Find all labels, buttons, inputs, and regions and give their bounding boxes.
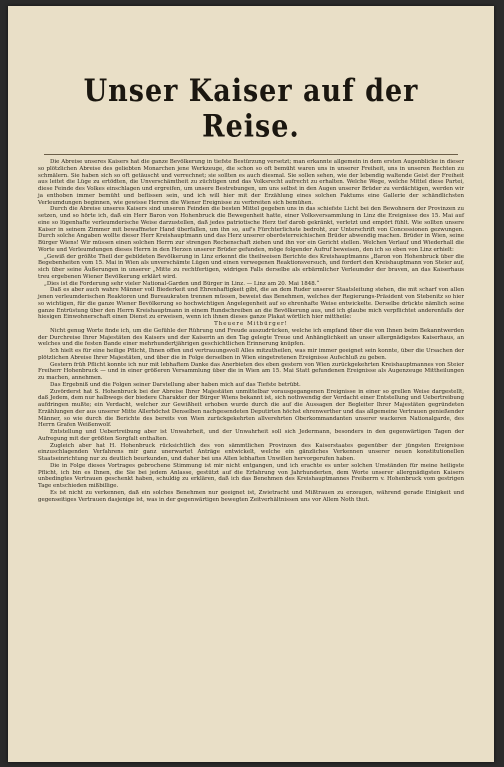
paragraph-report: Gestern früh Pflicht konnte ich nur mit lebhaftem Danke das Anerbieten des eben gestern von Wien zurückgekehrten Kreishauptmannes von Steier Freiherr Hohenbruck — und in einer größeren Versammlung über die in Wien am 15. Mai Statt gefundenen Ereignisse als Augenzeuge Mittheilungen zu machen, annehmen. bbox=[38, 361, 464, 381]
paragraph-president: Daß es aber auch wahre Männer voll Biederkeit und Ehrenhaftigkeit gibt, die an dem Ruder unserer Staatsleitung stehen, die mit scharf von allen jenen verleumderischen Reaktoren und Bureaukraten trennen müssen, beweist das Benehmen, welches der Regierungs-Präsident von Stebenitz so hier so wichtigen, für die ganze Wiener Bevölkerung so hochwichtigen Angelegenheit auf so ehrenhafte Weise entwickelte. Derselbe drückte nämlich seine ganze Entrüstung über den Herrn Kreishauptmann in einem Rundschreiben an die Bevölkerung aus, und ich glaube mich verpflichtet anderenfalls der hiesigen Einwohnerschaft einen Dienst zu erweisen, wenn ich ihnen dieses ganze Plakat wörtlich hier mittheile: bbox=[38, 287, 464, 321]
paragraph-proposals: Zugleich aber hat H. Hohenbruck rücksichtlich des von sämmtlichen Provinzen des Kaiserstaates gegenüber der jüngsten Ereignisse einzuschlagenden Verfahrens mir ganz unerwartet Anträge entwickelt, welche ein gänzliches Verkennen unserer neuen konstitutionellen Staatseinrichtung nur zu deutlich beurkunden, und daher bei uns Allen lebhaften Unwillen hervorgerufen haben. bbox=[38, 442, 464, 462]
linz-appeal-signature: „Dies ist die Forderung sehr vieler National-Garden und Bürger in Linz. — Linz am 20. Mai 1848.“ bbox=[44, 280, 320, 287]
paragraph-exaggeration: Zuvörderst hat S. Hohenbruck bei der Abreise Ihrer Majestäten unmittelbar vorausgegangenen Ereignisse in einer so grellen Weise dargestellt, daß Jedem, dem nur halbwegs der biedere Charakter der Bürger Wiens bekannt ist, sich nothwendig der Verdacht einer Entstellung und Uebertreibung aufdringen mußte; ein Verdacht, welcher zur Gewißheit erhoben wurde durch die auf die Aussagen der Begleiter Ihrer Majestäten gegründeten Erzählungen der aus unserer Mitte Allerhöchst Denselben nachgesendeten Deputirten höchst ehrenwerther und das allgemeine Vertrauen genießender Männer, so wie durch die Berichte des bereits von Wien zurückgekehrten allverehrten Oberkommandanten unserer wackeren Nationalgarde, des Herrn Grafen Weißenwolf. bbox=[38, 388, 464, 429]
paragraph-disapproval: Die in Folge dieses Vortrages gebrochene Stimmung ist mir nicht entgangen, und ich erachte es unter solchen Umständen für meine heiligste Pflicht, ich bin es Ihnen, die Sie bei jedem Anlasse, gestützt auf die Erfahrung von Jahrhunderten, dem Worte unserer allergnädigsten Kaisers unbedingtes Vertrauen geschenkt haben, schuldig zu erklären, daß ich das Benehmen des Kreishauptmannes Freiherrn v. Hohenbruck vom gestrigen Tage entschieden mißbillige. bbox=[38, 462, 464, 489]
paragraph-loyalty: Nicht genug Worte finde ich, um die Gefühle der Rührung und Freude auszudrücken, welche ich empfand über die von Ihnen beim Bekanntwerden der Durchreise Ihrer Majestäten des Kaisers und der Kaiserin an den Tag gelegte Treue und Anhänglichkeit an unser allergnädigstes Kaiserhaus, an welches und die festen Bande einer mehrhundertjährigen geschichtlichen Erinnerung knüpfen. bbox=[38, 327, 464, 348]
paragraph-intro: Die Abreise unseres Kaisers hat die ganze Bevölkerung in tiefste Bestürzung versetzt; man erkannte allgemein in dem ersten Augenblicke in dieser so plötzlichen Abreise des geliebten Monarchen jene Werkzeuge, die schon so oft bemüht waren uns in unserer Freiheit, uns in unseren Rechten zu schmälern. Sie haben sich so oft getäuscht und verrechnet; sie sollten es auch diesmal. Sie sollen sehen, wie der lebendig waltende Geist der Freiheit aus leitet die Lüge zu ertödten, die Unverschämtheit zu züchtigen und das Volksrecht aufrecht zu erhalten. Welche Wege, welche Mittel diese Partei, diese Feinde des Volkes einschlagen und ergreifen, um unsere Bestrebungen, um uns selbst in den Augen unserer Brüder zu verdächtigen, werden wir ja enthoben immer bemüht und beflissen sein, und ich will hier mit der Erzählung eines solchen Faktums eine Gallerie der schändlichsten Verleumdungen beginnen, wie gewisse Herren die Wiener Ereignisse zu verbreiten sich bemühen. bbox=[38, 159, 464, 206]
title-divider bbox=[44, 154, 458, 155]
paragraph-untruth: Entstellung und Uebertreibung aber ist Unwahrheit, und der Unwahrheit soll sich Jedermann, besonders in den gegenwärtigen Tagen der Aufregung mit der größten Sorgfalt enthalten. bbox=[38, 429, 464, 442]
paragraph-hohenbruck: Durch die Abreise unseres Kaisers sind unseren Feinden die besten Mittel gegeben uns in das schiefste Licht bei den Bewohnern der Provinzen zu setzen, und so hörte ich, daß ein Herr Baron von Hohenbruck die Bewegenheit hatte, einer Volksversammlung in Linz die Ereignisse des 15. Mai auf eine so lügenhafte verleumderische Weise darzustellen, daß jedes patriotische Herz tief darob gekränkt, verletzt und empört fühlt. Wie sollten unsere Kaiser in seinem Zimmer mit bewaffneter Hand überfallen, um ihn so, auf's Fürchterlichste bedroht, zur Unterschrift von Concessionen gezwungen. Durch solche Angaben wollte dieser Herr Kreishauptmann und das Herz unserer oberösterreichischen Brüder abwendig machen. Brüder in Wien, seine Bürger Wiens! Wir müssen einen solchen Herrn zur strengen Rechenschaft ziehen und ihn vor ein Gericht stellen. Welchen Verlauf und Wiederhall die Worte und Verleumdungen dieses Herrn in den Herzen unserer Brüder gefunden, möge folgender Aufruf beweisen, den ich so eben von Linz erhielt: bbox=[38, 206, 464, 253]
poster-title: Unser Kaiser auf der Reise. bbox=[83, 73, 419, 145]
poster-content bbox=[38, 73, 464, 503]
poster-sheet bbox=[8, 6, 494, 762]
paragraph-duty: Ich hielt es für eine heilige Pflicht, Ihnen offen und vertrauungsvoll Alles mitzutheilen, was mir immer geeignet sein konnte, über die Ursachen der plötzlichen Abreise Ihrer Majestäten, und über die in Folge derselben in Wien eingetretenen Ereignisse Aufschluß zu geben. bbox=[38, 348, 464, 361]
poster-body bbox=[38, 159, 464, 503]
salutation-heading: Theuere Mitbürger! bbox=[214, 321, 288, 327]
paragraph-result: Das Ergebniß und die Folgen seiner Darstellung aber haben mich auf das Tiefste betrübt. bbox=[50, 381, 301, 388]
paragraph-closing: Es ist nicht zu verkennen, daß ein solches Benehmen nur geeignet ist, Zwietracht und Mißtrauen zu erzeugen, während gerade Einigkeit und gegenseitiges Vertrauen dasjenige ist, was in der gegenwärtigen bewegten Zeitverhältnissen uns vor Allem Noth thut. bbox=[38, 489, 464, 503]
linz-appeal-quote: „Gewiß der größte Theil der gebildeten Bevölkerung in Linz erkennt die theilweisen Berichte des Kreishauptmanns „Baron von Hohenbruck über die Begebenheiten vom 15. Mai in Wien als unverschämte Lügen und einen verwegenen Reaktionsversuch, und fordert den Kreishauptmann von Steier auf, sich über seine Äußerungen in unserer „Mitte zu rechtfertigen, widrigen Falls derselbe als erbärmlicher Verleumder der braven, an das Kaiserhaus treu ergebenen Wiener Bevölkerung erklärt wird. bbox=[38, 253, 464, 280]
